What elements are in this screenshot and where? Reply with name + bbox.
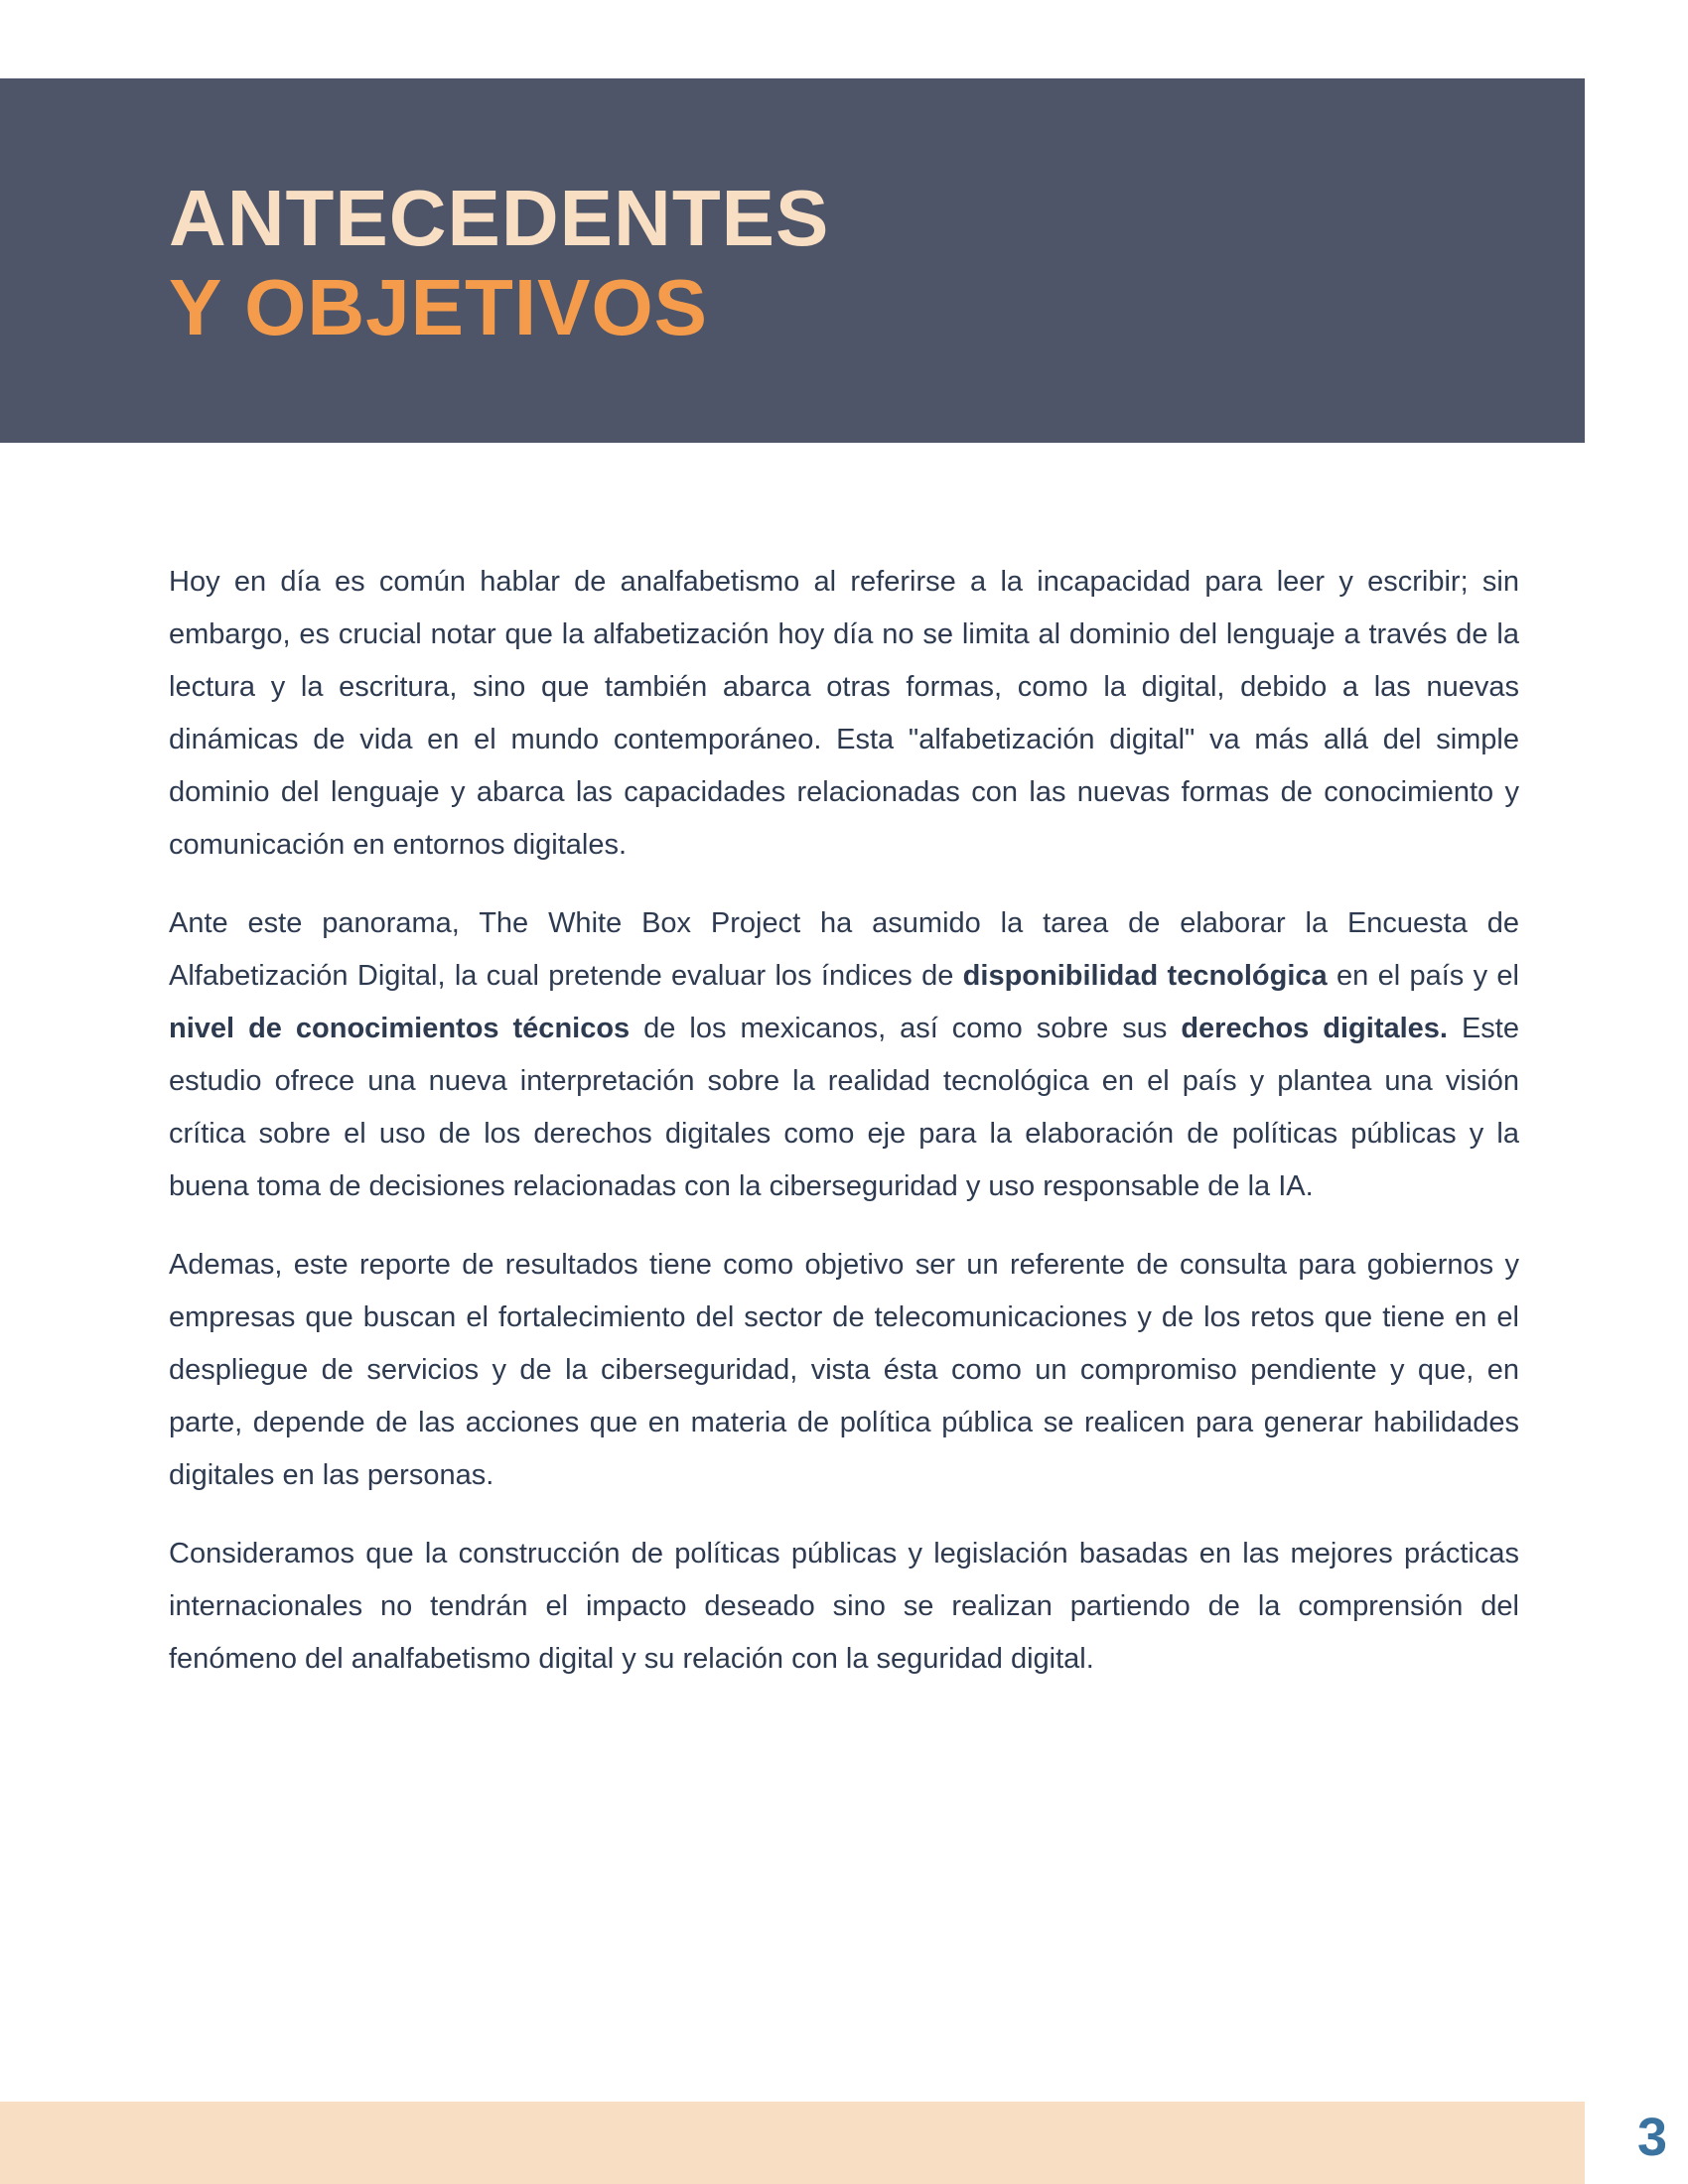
page-title-line-2: Y OBJETIVOS [169, 263, 709, 351]
page-number: 3 [1636, 2108, 1667, 2167]
paragraph: Ante este panorama, The White Box Project ha asumido la tarea de elaborar la Encuesta de Alfabetización Digital, la cual pretende evaluar los índices de disponibilidad tecnológica en el país y el nivel de conocimientos técnicos de los mexicanos, así como sobre sus derechos digitales. Este estudio ofrece una nueva interpretación sobre la realidad tecnológica en el país y plantea una visión crítica sobre el uso de los derechos digitales como eje para la elaboración de políticas públicas y la buena toma de decisiones relacionadas con la ciberseguridad y uso responsable de la IA. [169, 907, 1520, 1202]
page-title-line-1: ANTECEDENTES [169, 174, 830, 262]
body-text [169, 556, 1519, 1686]
paragraph: Consideramos que la construcción de políticas públicas y legislación basadas en las mejores prácticas internacionales no tendrán el impacto deseado sino se realizan partiendo de la comprensión del fenómeno del analfabetismo digital y su relación con la seguridad digital. [169, 1538, 1519, 1675]
page-title [0, 78, 1585, 352]
section-header-block [0, 78, 1585, 443]
footer-accent-bar [0, 2102, 1585, 2184]
paragraph: Ademas, este reporte de resultados tiene como objetivo ser un referente de consulta para gobiernos y empresas que buscan el fortalecimiento del sector de telecomunicaciones y de los retos que tiene en el despliegue de servicios y de la ciberseguridad, vista ésta como un compromiso pendiente y que, en parte, depende de las acciones que en materia de política pública se realicen para generar habilidades digitales en las personas. [169, 1249, 1519, 1491]
paragraph: Hoy en día es común hablar de analfabetismo al referirse a la incapacidad para leer y escribir; sin embargo, es crucial notar que la alfabetización hoy día no se limita al dominio del lenguaje a través de la lectura y la escritura, sino que también abarca otras formas, como la digital, debido a las nuevas dinámicas de vida en el mundo contemporáneo. Esta "alfabetización digital" va más allá del simple dominio del lenguaje y abarca las capacidades relacionadas con las nuevas formas de conocimiento y comunicación en entornos digitales. [169, 566, 1519, 861]
